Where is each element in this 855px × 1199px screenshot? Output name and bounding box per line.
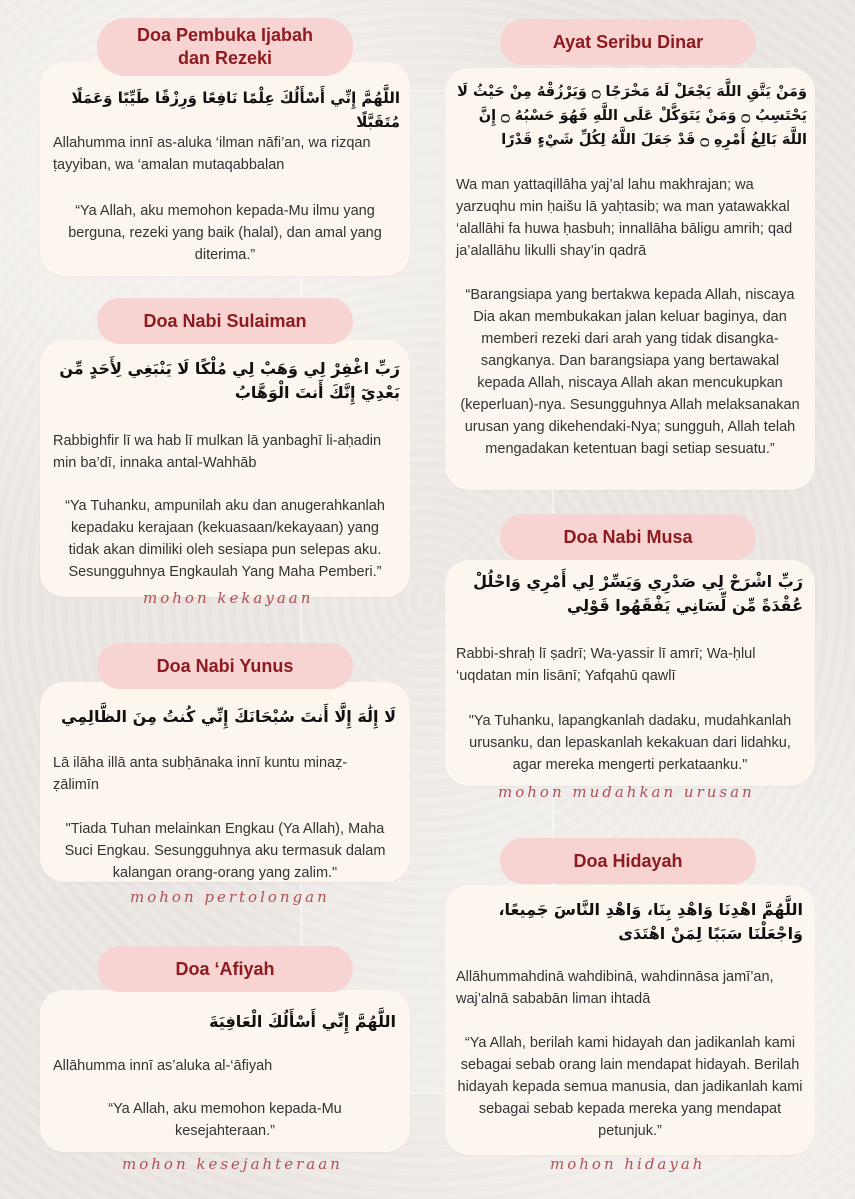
card-title: Doa Hidayah: [500, 838, 756, 884]
arabic-text: اللَّهُمَّ إِنِّي أَسْأَلُكَ الْعَافِيَةَ: [209, 1012, 396, 1031]
handwritten-note: mohon hidayah: [550, 1155, 706, 1173]
transliteration-text: Rabbi-shraḥ lī ṣadrī; Wa-yassir lī amrī; Wa-ḥlul ‘uqdatan min lisānī; Yafqahū qawlī: [456, 646, 756, 684]
handwritten-note: mohon mudahkan urusan: [498, 783, 755, 801]
transliteration-text: Lā ilāha illā anta subḥānaka innī kuntu minaẓ-ẓālimīn: [53, 755, 348, 793]
transliteration-text: Wa man yattaqillāha yaj’al lahu makhrajan; wa yarzuqhu min ḥaišu lā yaḥtasib; wa man yatawakkal ‘alallāhi fa huwa ḥasbuh; innallāha bāligu amrih; qad ja’alallāhu likulli shay’in qadrā: [456, 177, 793, 259]
transliteration-text: Rabbighfir lī wa hab lī mulkan lā yanbaghī li-aḥadin min ba’dī, innaka antal-Wahhāb: [53, 433, 382, 471]
translation-text: “Barangsiapa yang bertakwa kepada Allah, niscaya Dia akan membukakan jalan keluar baginya, dan memberi rezeki dari arah yang tidak disangka-sangkanya. Dan barangsiapa yang bertawakal kepada Allah, niscaya Allah akan mencukupkan (keperluan)-nya. Sesungguhnya Allah melaksanakan urusan yang dikehendaki-Nya; sungguh, Allah telah mengadakan ketentuan bagi setiap sesuatu.”: [460, 287, 800, 457]
arabic-text: اللَّهُمَّ اهْدِنَا وَاهْدِ بِنَا، وَاهْدِ النَّاسَ جَمِيعًا، وَاجْعَلْنَا سَبَبًا لِمَنْ اهْتَدَى: [498, 900, 803, 943]
card-title: Doa ‘Afiyah: [97, 946, 353, 992]
card-title: Doa Nabi Yunus: [97, 643, 353, 689]
arabic-text: وَمَنْ يَتَّقِ اللَّهَ يَجْعَلْ لَهُ مَخْرَجًا ۝ وَيَرْزُقْهُ مِنْ حَيْثُ لَا يَحْتَسِبُ ۝ وَمَنْ يَتَوَكَّلْ عَلَى اللَّهِ فَهُوَ حَسْبُهُ ۝ إِنَّ اللَّهَ بَالِغُ أَمْرِهِ ۝ قَدْ جَعَلَ اللَّهُ لِكُلِّ شَيْءٍ قَدْرًا: [457, 84, 807, 148]
arabic-text: رَبِّ اغْفِرْ لِي وَهَبْ لِي مُلْكًا لَا يَنْبَغِي لِأَحَدٍ مِّن بَعْدِيٓ إِنَّكَ أَنتَ الْوَهَّابُ: [59, 359, 400, 402]
card-title: Doa Pembuka Ijabah dan Rezeki: [97, 18, 353, 76]
transliteration-text: Allāhummahdinā wahdibinā, wahdinnāsa jamī’an, waj’alnā sababān liman ihtadā: [456, 969, 774, 1007]
handwritten-note: mohon pertolongan: [130, 888, 330, 906]
arabic-text: رَبِّ اشْرَحْ لِي صَدْرِي وَيَسِّرْ لِي أَمْرِي وَاحْلُلْ عُقْدَةً مِّن لِّسَانِي يَفْقَهُوا قَوْلِي: [473, 572, 803, 615]
card-title: Ayat Seribu Dinar: [500, 19, 756, 65]
card-title: Doa Nabi Sulaiman: [97, 298, 353, 344]
card-title: Doa Nabi Musa: [500, 514, 756, 560]
transliteration-text: Allahumma innī as-aluka ‘ilman nāfi’an, wa rizqan ṭayyiban, wa ‘amalan mutaqabbalan: [53, 135, 371, 173]
arabic-text: اللَّهُمَّ إِنِّي أَسْأَلُكَ عِلْمًا نَافِعًا وَرِزْقًا طَيِّبًا وَعَمَلًا مُتَقَبَّلًا: [71, 89, 400, 131]
translation-text: "Tiada Tuhan melainkan Engkau (Ya Allah), Maha Suci Engkau. Sesungguhnya aku termasuk dalam kalangan orang-orang yang zalim.": [64, 821, 386, 881]
transliteration-text: Allāhumma innī as’aluka al-‘āfiyah: [53, 1058, 273, 1074]
translation-text: “Ya Allah, aku memohon kepada-Mu kesejahteraan.”: [108, 1101, 342, 1139]
translation-text: “Ya Allah, aku memohon kepada-Mu ilmu yang berguna, rezeki yang baik (halal), dan amal yang diterima.”: [68, 203, 382, 263]
translation-text: “Ya Tuhanku, ampunilah aku dan anugerahkanlah kepadaku kerajaan (kekuasaan/kekayaan) yang tidak akan dimiliki oleh sesiapa pun selepas aku. Sesungguhnya Engkaulah Yang Maha Pemberi.”: [65, 498, 385, 580]
arabic-text: لَا إِلَٰهَ إِلَّا أَنتَ سُبْحَانَكَ إِنِّي كُنتُ مِنَ الظَّالِمِي: [61, 707, 396, 726]
translation-text: "Ya Tuhanku, lapangkanlah dadaku, mudahkanlah urusanku, dan lepaskanlah kekakuan dari lidahku, agar mereka mengerti perkataanku.": [468, 713, 792, 773]
handwritten-note: mohon kesejahteraan: [122, 1155, 343, 1173]
translation-text: “Ya Allah, berilah kami hidayah dan jadikanlah kami sebagai sebab orang lain mendapat hidayah. Berilah hidayah kepada semua manusia, dan jadikanlah kami sebagai sebab kepada mereka yang mendapat petunjuk.”: [457, 1035, 803, 1139]
handwritten-note: mohon kekayaan: [143, 589, 314, 607]
